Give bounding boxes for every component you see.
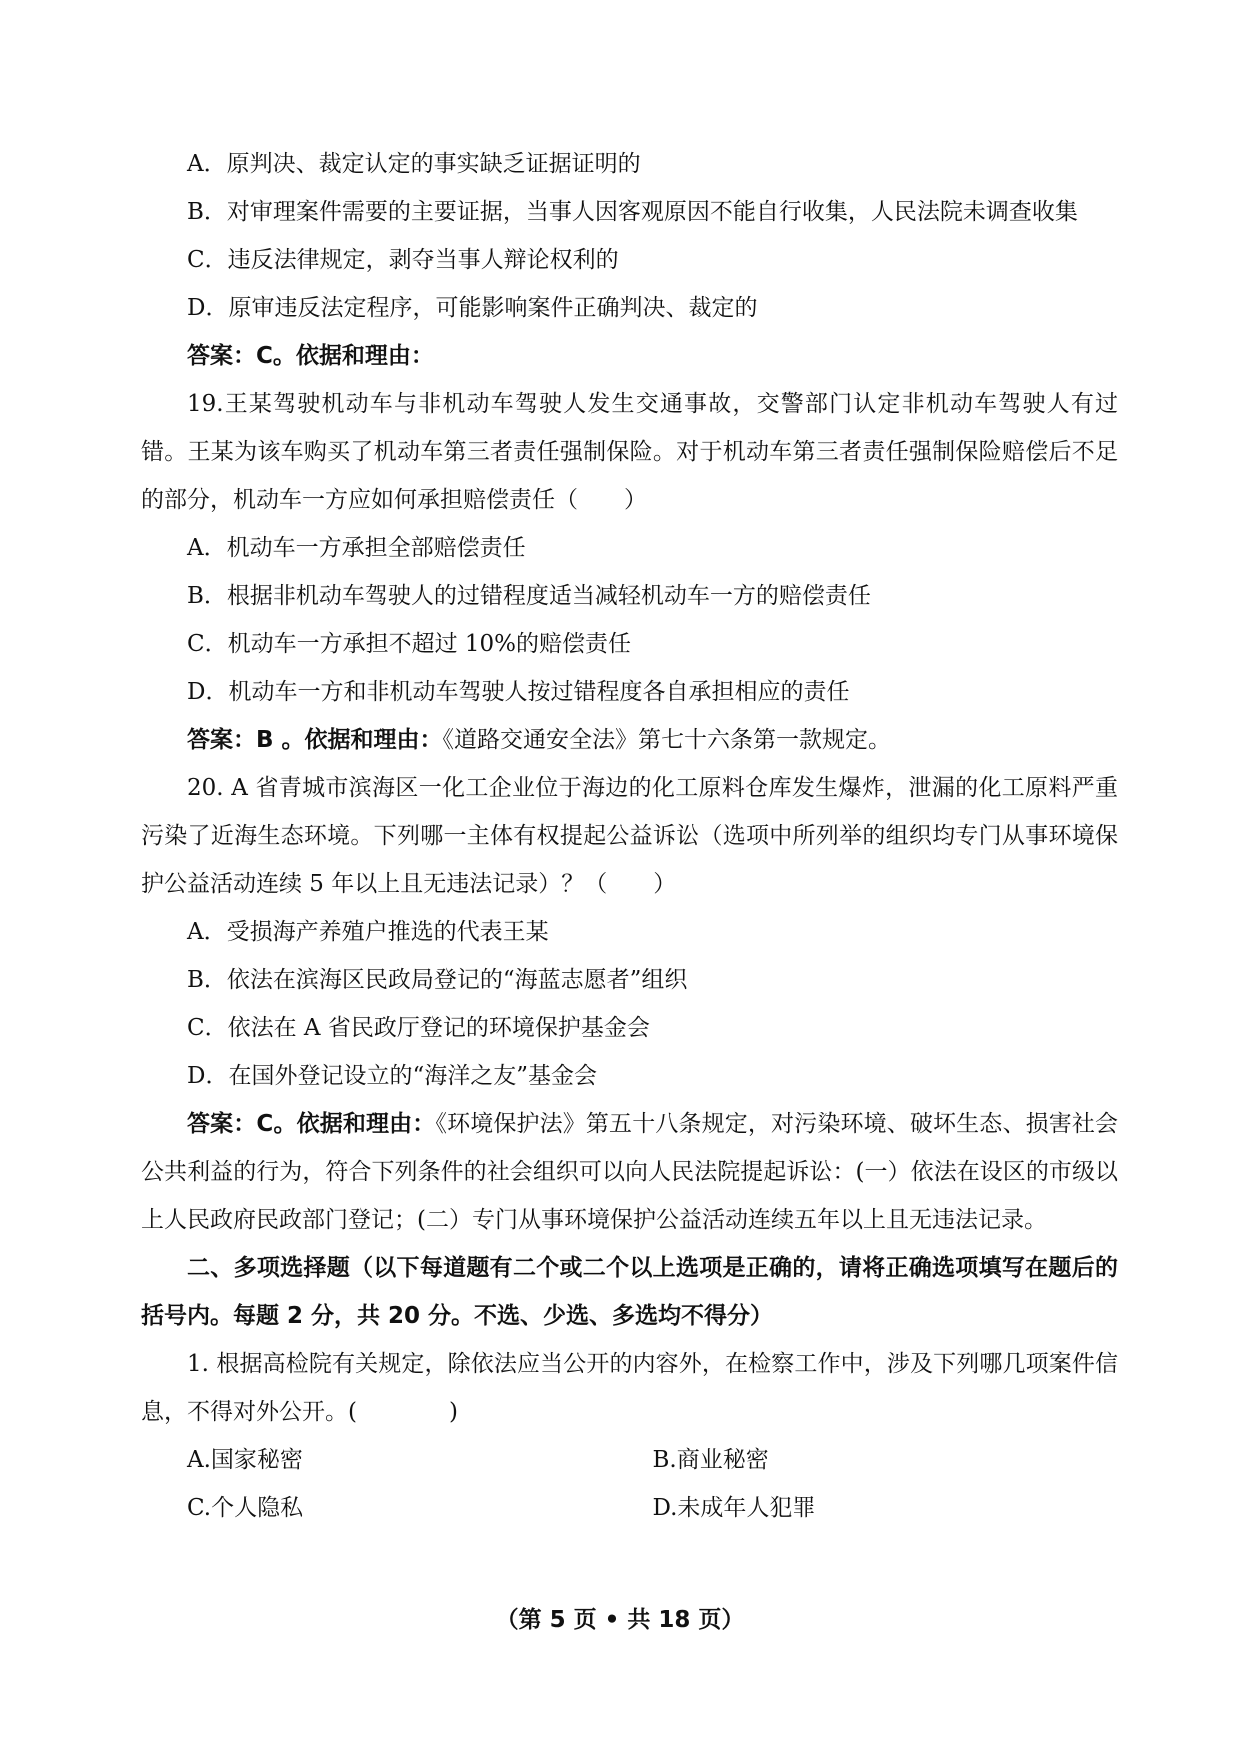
- q18-option-a: A．原判决、裁定认定的事实缺乏证据证明的: [187, 151, 641, 177]
- q19-option-d: D．机动车一方和非机动车驾驶人按过错程度各自承担相应的责任: [187, 679, 850, 705]
- q20-stem: 20. A 省青城市滨海区一化工企业位于海边的化工原料仓库发生爆炸，泄漏的化工原料严重污染了近海生态环境。下列哪一主体有权提起公益诉讼（选项中所列举的组织均专门从事环境保护公益活动连续 5 年以上且无违法记录）？（ ）: [141, 775, 1118, 897]
- q20-option-a: A．受损海产养殖户推选的代表王某: [187, 919, 549, 945]
- q20-option-d: D．在国外登记设立的“海洋之友”基金会: [187, 1063, 597, 1089]
- page-footer: （第 5 页 • 共 18 页）: [495, 1607, 745, 1633]
- mq1-stem: 1. 根据高检院有关规定，除依法应当公开的内容外，在检察工作中，涉及下列哪几项案件信息，不得对外公开。( ): [141, 1351, 1118, 1425]
- q18-answer: [141, 332, 1118, 380]
- q18-option-d: D．原审违反法定程序，可能影响案件正确判决、裁定的: [187, 295, 758, 321]
- q19-stem: 19.王某驾驶机动车与非机动车驾驶人发生交通事故，交警部门认定非机动车驾驶人有过错。王某为该车购买了机动车第三者责任强制保险。对于机动车第三者责任强制保险赔偿后不足的部分，机动车一方应如何承担赔偿责任（ ）: [141, 391, 1118, 513]
- mq1-option-d: D.未成年人犯罪: [652, 1495, 816, 1521]
- q19-option-c: C．机动车一方承担不超过 10%的赔偿责任: [187, 631, 632, 657]
- mq1-option-c: C.个人隐私: [187, 1495, 304, 1521]
- q18-answer-label: 答案：C。依据和理由：: [187, 343, 434, 369]
- q18-option-c: C．违反法律规定，剥夺当事人辩论权利的: [187, 247, 619, 273]
- mq1-options-row-2: [141, 1484, 1118, 1532]
- section2-heading: 二、多项选择题（以下每道题有二个或二个以上选项是正确的，请将正确选项填写在题后的括号内。每题 2 分，共 20 分。不选、少选、多选均不得分）: [141, 1255, 1118, 1329]
- q20-answer: [141, 1100, 1118, 1244]
- q19-option-a: A．机动车一方承担全部赔偿责任: [187, 535, 526, 561]
- q20-answer-label: 答案：C。依据和理由：: [187, 1111, 436, 1137]
- q20-option-c: C．依法在 A 省民政厅登记的环境保护基金会: [187, 1015, 650, 1041]
- q18-option-b: B．对审理案件需要的主要证据，当事人因客观原因不能自行收集，人民法院未调查收集: [187, 199, 1078, 225]
- q19-answer: [141, 716, 1118, 764]
- q20-option-b: B．依法在滨海区民政局登记的“海蓝志愿者”组织: [187, 967, 688, 993]
- q19-option-b: B．根据非机动车驾驶人的过错程度适当减轻机动车一方的赔偿责任: [187, 583, 871, 609]
- q19-answer-label: 答案：B 。依据和理由：: [187, 727, 443, 753]
- mq1-option-b: B.商业秘密: [652, 1447, 769, 1473]
- q20-answer-text: 《环境保护法》第五十八条规定，对污染环境、破坏生态、损害社会公共利益的行为，符合下列条件的社会组织可以向人民法院提起诉讼：(一）依法在设区的市级以上人民政府民政部门登记；(二）专门从事环境保护公益活动连续五年以上且无违法记录。: [141, 1111, 1119, 1233]
- mq1-option-a: A.国家秘密: [187, 1447, 303, 1473]
- page-content: [141, 140, 1118, 1532]
- q19-answer-text: 《道路交通安全法》第七十六条第一款规定。: [442, 727, 892, 753]
- mq1-options-row-1: [141, 1436, 1118, 1484]
